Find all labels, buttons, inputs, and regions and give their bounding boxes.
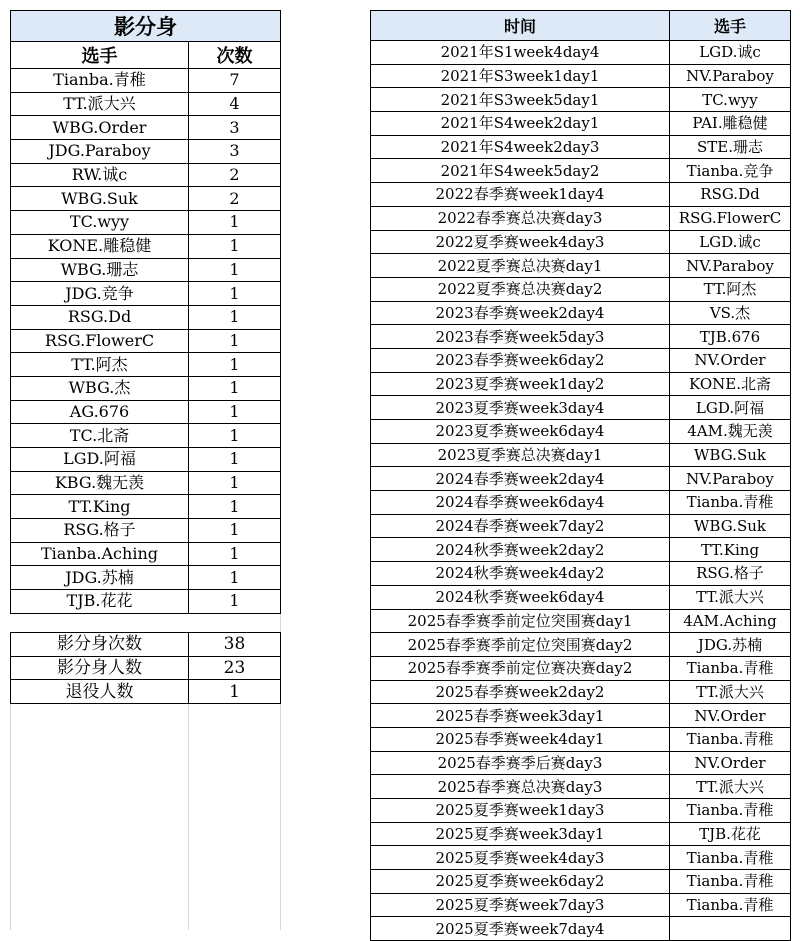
cell-value: 1	[189, 376, 281, 400]
cell-value: NV.Order	[670, 704, 791, 728]
cell-value: TT.King	[670, 538, 791, 562]
cell-label: 影分身次数	[11, 633, 189, 657]
table-row	[11, 92, 281, 116]
cell-label: 2025夏季赛week1day3	[371, 799, 670, 823]
cell-value: 1	[189, 258, 281, 282]
cell-label: 2025春季赛季后赛day3	[371, 751, 670, 775]
cell-label: 2023夏季赛week6day4	[371, 420, 670, 444]
cell-value: NV.Paraboy	[670, 254, 791, 278]
cell-label: 影分身人数	[11, 656, 189, 680]
column-header-player: 选手	[11, 42, 189, 69]
cell-value: RSG.Dd	[670, 183, 791, 207]
cell-label: RSG.格子	[11, 519, 189, 543]
cell-label: 2025夏季赛week6day2	[371, 870, 670, 894]
cell-label: JDG.竞争	[11, 282, 189, 306]
table-row	[11, 519, 281, 543]
table-row	[11, 376, 281, 400]
table-row	[11, 424, 281, 448]
cell-label: 2021年S4week2day3	[371, 135, 670, 159]
cell-value: Tianba.青稚	[670, 491, 791, 515]
table-row	[371, 514, 791, 538]
table-row	[371, 585, 791, 609]
cell-label: 2022夏季赛总决赛day1	[371, 254, 670, 278]
cell-label: LGD.阿福	[11, 448, 189, 472]
column-header-time: 时间	[371, 11, 670, 41]
occurrence-log-table	[370, 10, 791, 941]
table-row	[371, 277, 791, 301]
table-row	[371, 799, 791, 823]
cell-value: NV.Order	[670, 751, 791, 775]
cell-value: PAI.雕稳健	[670, 112, 791, 136]
table-row	[371, 325, 791, 349]
cell-value: 1	[189, 566, 281, 590]
table-row	[371, 443, 791, 467]
cell-label: AG.676	[11, 400, 189, 424]
table-row	[11, 282, 281, 306]
table-row	[371, 206, 791, 230]
cell-value: 1	[189, 211, 281, 235]
table-row	[11, 495, 281, 519]
table-row	[11, 234, 281, 258]
cell-value: 23	[189, 656, 281, 680]
table-row	[371, 183, 791, 207]
cell-value: 38	[189, 633, 281, 657]
table-row	[11, 69, 281, 93]
gridline-vertical	[10, 700, 11, 930]
cell-value: LGD.诚c	[670, 230, 791, 254]
cell-label: 2025春季赛总决赛day3	[371, 775, 670, 799]
cell-value: Tianba.青稚	[670, 656, 791, 680]
cell-value: 2	[189, 187, 281, 211]
cell-label: 2021年S4week2day1	[371, 112, 670, 136]
cell-value: Tianba.青稚	[670, 893, 791, 917]
table-row	[371, 751, 791, 775]
cell-value: Tianba.青稚	[670, 846, 791, 870]
table-row	[371, 254, 791, 278]
cell-label: 2024秋季赛week2day2	[371, 538, 670, 562]
cell-label: 2021年S4week5day2	[371, 159, 670, 183]
cell-label: WBG.珊志	[11, 258, 189, 282]
cell-label: Tianba.Aching	[11, 542, 189, 566]
table-row	[11, 680, 281, 704]
cell-value: 1	[189, 590, 281, 614]
cell-label: Tianba.青稚	[11, 69, 189, 93]
cell-value: KONE.北斋	[670, 372, 791, 396]
table-row	[371, 88, 791, 112]
cell-label: 2025春季赛季前定位赛决赛day2	[371, 656, 670, 680]
cell-label: TT.King	[11, 495, 189, 519]
cell-label: 2025夏季赛week7day4	[371, 917, 670, 941]
table-row	[11, 471, 281, 495]
table-row	[371, 633, 791, 657]
cell-value: RSG.FlowerC	[670, 206, 791, 230]
cell-label: 2025夏季赛week7day3	[371, 893, 670, 917]
table-row	[371, 822, 791, 846]
cell-value: 4AM.Aching	[670, 609, 791, 633]
table-row	[11, 140, 281, 164]
cell-value: NV.Order	[670, 348, 791, 372]
cell-value: TT.派大兴	[670, 775, 791, 799]
cell-value	[670, 917, 791, 941]
table-row	[371, 870, 791, 894]
cell-value: STE.珊志	[670, 135, 791, 159]
cell-value: NV.Paraboy	[670, 64, 791, 88]
table-row	[371, 562, 791, 586]
player-count-table	[10, 10, 281, 614]
table-row	[371, 775, 791, 799]
cell-value: 1	[189, 282, 281, 306]
column-header-player: 选手	[670, 11, 791, 41]
cell-label: 2023夏季赛week3day4	[371, 396, 670, 420]
cell-label: 2024春季赛week2day4	[371, 467, 670, 491]
cell-label: TC.北斋	[11, 424, 189, 448]
cell-value: WBG.Suk	[670, 443, 791, 467]
table-row	[371, 135, 791, 159]
cell-label: 2024秋季赛week6day4	[371, 585, 670, 609]
cell-value: 7	[189, 69, 281, 93]
cell-label: RSG.Dd	[11, 305, 189, 329]
cell-label: 2025春季赛季前定位突围赛day1	[371, 609, 670, 633]
cell-label: 2025春季赛季前定位突围赛day2	[371, 633, 670, 657]
cell-value: TJB.676	[670, 325, 791, 349]
table-row	[371, 727, 791, 751]
cell-label: 2022夏季赛总决赛day2	[371, 277, 670, 301]
table-row	[371, 704, 791, 728]
cell-label: 2025春季赛week4day1	[371, 727, 670, 751]
cell-value: Tianba.青稚	[670, 727, 791, 751]
table-row	[371, 64, 791, 88]
cell-label: TT.阿杰	[11, 353, 189, 377]
cell-value: RSG.格子	[670, 562, 791, 586]
cell-value: WBG.Suk	[670, 514, 791, 538]
table-row	[11, 305, 281, 329]
cell-label: 2021年S3week1day1	[371, 64, 670, 88]
column-header-count: 次数	[189, 42, 281, 69]
cell-label: WBG.Suk	[11, 187, 189, 211]
cell-value: 3	[189, 116, 281, 140]
table-row	[371, 420, 791, 444]
cell-value: 3	[189, 140, 281, 164]
cell-value: 2	[189, 163, 281, 187]
cell-value: Tianba.竞争	[670, 159, 791, 183]
cell-value: 1	[189, 448, 281, 472]
table-row	[371, 112, 791, 136]
cell-label: TC.wyy	[11, 211, 189, 235]
cell-label: 2023春季赛week5day3	[371, 325, 670, 349]
table-row	[11, 163, 281, 187]
summary-stats-table	[10, 632, 281, 704]
cell-value: Tianba.青稚	[670, 799, 791, 823]
cell-value: LGD.阿福	[670, 396, 791, 420]
table-row	[371, 41, 791, 65]
cell-label: 2022春季赛总决赛day3	[371, 206, 670, 230]
cell-value: 1	[189, 542, 281, 566]
occurrence-log-rows	[371, 41, 791, 941]
cell-value: 1	[189, 400, 281, 424]
table-row	[371, 301, 791, 325]
table-row	[371, 159, 791, 183]
table-row	[11, 400, 281, 424]
cell-value: 4	[189, 92, 281, 116]
cell-label: TJB.花花	[11, 590, 189, 614]
cell-value: TT.派大兴	[670, 680, 791, 704]
cell-label: 2025春季赛week3day1	[371, 704, 670, 728]
cell-label: RSG.FlowerC	[11, 329, 189, 353]
table-row	[371, 396, 791, 420]
cell-label: JDG.苏楠	[11, 566, 189, 590]
player-count-rows	[11, 69, 281, 614]
table-row	[371, 846, 791, 870]
gridline-vertical	[188, 700, 189, 930]
table-row	[371, 491, 791, 515]
cell-value: 1	[189, 495, 281, 519]
cell-value: 1	[189, 424, 281, 448]
table-title: 影分身	[11, 11, 281, 42]
cell-value: JDG.苏楠	[670, 633, 791, 657]
cell-value: 4AM.魏无羡	[670, 420, 791, 444]
cell-label: 2023春季赛week2day4	[371, 301, 670, 325]
table-row	[11, 329, 281, 353]
cell-label: 2022春季赛week1day4	[371, 183, 670, 207]
cell-label: 2024春季赛week6day4	[371, 491, 670, 515]
table-row	[11, 116, 281, 140]
table-row	[371, 917, 791, 941]
cell-value: 1	[189, 471, 281, 495]
cell-label: 2021年S1week4day4	[371, 41, 670, 65]
table-row	[11, 633, 281, 657]
cell-value: 1	[189, 329, 281, 353]
cell-label: TT.派大兴	[11, 92, 189, 116]
cell-label: 2021年S3week5day1	[371, 88, 670, 112]
cell-label: 退役人数	[11, 680, 189, 704]
cell-value: TT.派大兴	[670, 585, 791, 609]
cell-label: 2025夏季赛week3day1	[371, 822, 670, 846]
cell-label: 2023夏季赛week1day2	[371, 372, 670, 396]
cell-value: 1	[189, 234, 281, 258]
cell-label: 2024秋季赛week4day2	[371, 562, 670, 586]
cell-value: 1	[189, 519, 281, 543]
cell-label: 2025春季赛week2day2	[371, 680, 670, 704]
table-row	[11, 187, 281, 211]
table-row	[11, 542, 281, 566]
table-row	[11, 448, 281, 472]
table-row	[371, 372, 791, 396]
cell-value: 1	[189, 305, 281, 329]
cell-label: WBG.杰	[11, 376, 189, 400]
cell-label: 2023夏季赛总决赛day1	[371, 443, 670, 467]
cell-value: VS.杰	[670, 301, 791, 325]
cell-value: TC.wyy	[670, 88, 791, 112]
cell-value: TJB.花花	[670, 822, 791, 846]
table-row	[371, 680, 791, 704]
cell-label: WBG.Order	[11, 116, 189, 140]
cell-label: 2025夏季赛week4day3	[371, 846, 670, 870]
cell-label: 2023春季赛week6day2	[371, 348, 670, 372]
table-row	[371, 230, 791, 254]
cell-value: Tianba.青稚	[670, 870, 791, 894]
cell-label: KBG.魏无羡	[11, 471, 189, 495]
table-row	[11, 211, 281, 235]
table-row	[11, 258, 281, 282]
cell-value: 1	[189, 353, 281, 377]
cell-label: JDG.Paraboy	[11, 140, 189, 164]
cell-value: LGD.诚c	[670, 41, 791, 65]
cell-value: TT.阿杰	[670, 277, 791, 301]
table-row	[11, 353, 281, 377]
cell-label: 2024春季赛week7day2	[371, 514, 670, 538]
table-row	[371, 893, 791, 917]
cell-value: 1	[189, 680, 281, 704]
cell-label: KONE.雕稳健	[11, 234, 189, 258]
cell-value: NV.Paraboy	[670, 467, 791, 491]
table-row	[11, 590, 281, 614]
table-row	[371, 467, 791, 491]
table-row	[11, 656, 281, 680]
table-row	[11, 566, 281, 590]
table-row	[371, 538, 791, 562]
table-row	[371, 609, 791, 633]
cell-label: 2022夏季赛week4day3	[371, 230, 670, 254]
cell-label: RW.诚c	[11, 163, 189, 187]
table-row	[371, 656, 791, 680]
table-row	[371, 348, 791, 372]
summary-stats-rows	[11, 633, 281, 704]
